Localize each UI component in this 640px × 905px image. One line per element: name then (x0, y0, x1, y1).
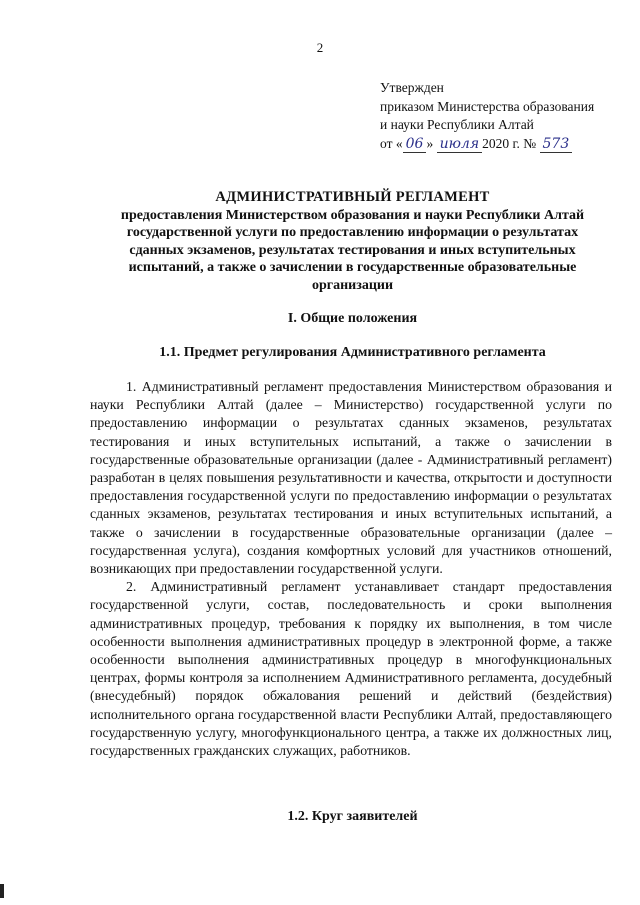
handwritten-order-number: 573 (540, 136, 573, 153)
title-main: АДМИНИСТРАТИВНЫЙ РЕГЛАМЕНТ (215, 189, 490, 205)
document-title (90, 189, 615, 294)
handwritten-day: 06 (403, 136, 427, 153)
section-heading-general: I. Общие положения (287, 311, 418, 326)
date-prefix: от « (380, 135, 403, 151)
approval-block (380, 79, 625, 153)
body-text (90, 378, 612, 760)
title-line-1: предоставления Министерством образования и науки Республики Алтай (120, 207, 585, 223)
paragraph-2: 2. Административный регламент устанавливает стандарт предоставления государственной услуги, состав, последовательность и сроки выполнения административных процедур, требования к порядку их выполнения, в том числе особенности выполнения административных процедур в электронной форме, а также особенности выполнения административных процедур в многофункциональных центрах, формы контроля за исполнением Административного регламента, досудебный (внесудебный) порядок обжалования решений и действий (бездействия) исполнительного органа государственной власти Республики Алтай, предоставляющего государственную услугу, многофункционального центра, а также их должностных лиц, государственных гражданских служащих, работников. (90, 579, 612, 759)
paragraph-1: 1. Административный регламент предоставления Министерством образования и науки Республики Алтай (далее – Министерство) государственной услуги по предоставлению информации о результатах сданных экзаменов, результатах тестирования и иных вступительных испытаний, а также о зачислении в государственные образовательные организации (далее - Административный регламент) разработан в целях повышения результативности и качества, открытости и доступности предоставления государственной услуги по предоставлению информации о результатах сданных экзаменов, результатах тестирования и иных вступительных испытаний, а также о зачислении в государственные образовательные организации (далее – государственная услуга), создания комфортных условий для участников отношений, возникающих при предоставлении государственной услуги. (90, 379, 612, 577)
title-line-2: государственной услуги по предоставлению информации о результатах (126, 225, 579, 240)
section-heading-subject: 1.1. Предмет регулирования Административного регламента (159, 345, 546, 360)
scan-edge-mark (0, 884, 4, 898)
approval-date-line (380, 135, 625, 154)
year-and-number-label: 2020 г. № (482, 135, 537, 151)
section-heading-applicants: 1.2. Круг заявителей (287, 809, 418, 824)
handwritten-month: июля (437, 136, 483, 153)
title-line-4: испытаний, а также о зачислении в государственные образовательные (128, 260, 577, 275)
page-number: 2 (316, 40, 324, 55)
date-separator: » (426, 135, 434, 151)
approval-line-3: и науки Республики Алтай (380, 117, 534, 132)
title-line-5: организации (311, 277, 394, 293)
approval-line-2: приказом Министерства образования (380, 98, 595, 114)
title-line-3: сданных экзаменов, результатах тестирования и иных вступительных (129, 242, 576, 258)
approval-line-1: Утвержден (380, 80, 444, 95)
